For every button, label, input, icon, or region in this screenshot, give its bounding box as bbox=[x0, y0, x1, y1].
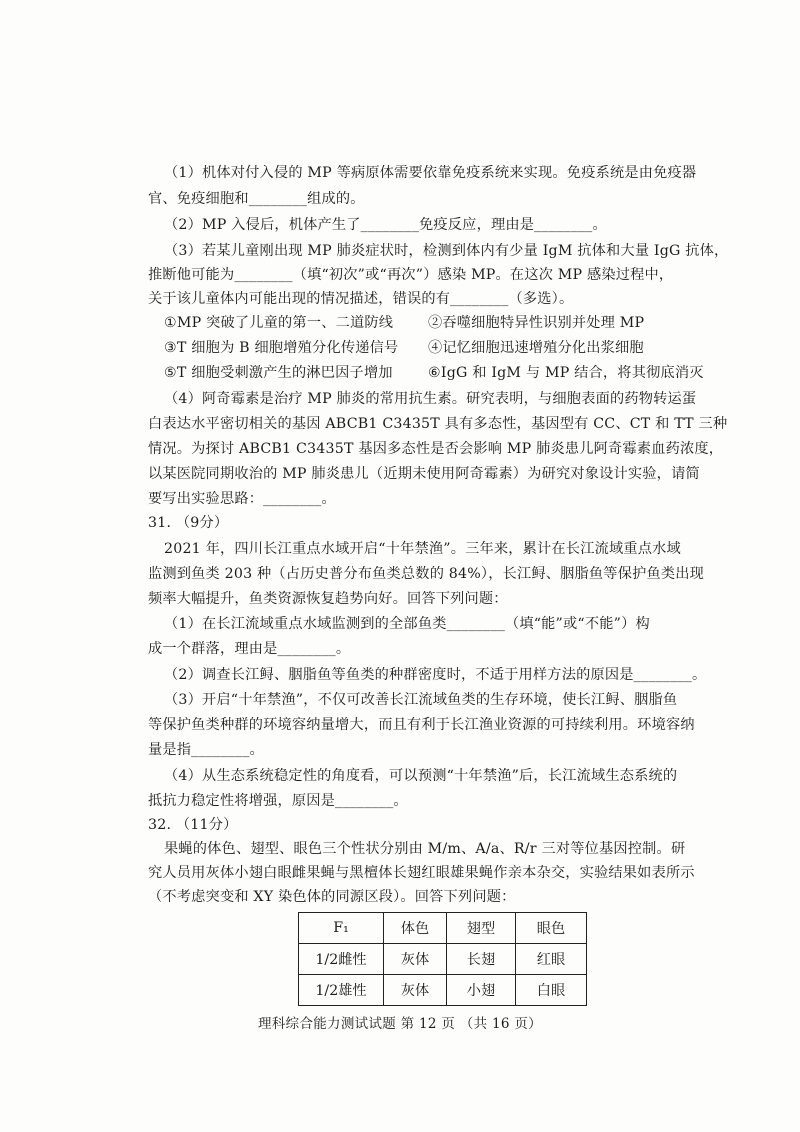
q30-part4-line2: 白表达水平密切相关的基因 ABCB1 C3435T 具有多态性，基因型有 CC、CT 和 TT 三种 bbox=[148, 416, 728, 432]
q31-intro-line3: 频率大幅提升，鱼类资源恢复趋势向好。回答下列问题： bbox=[148, 591, 508, 607]
q30-part4-line5: 要写出实验思路：________。 bbox=[148, 491, 336, 507]
table-header-cell: 眼色 bbox=[516, 913, 587, 944]
page-footer: 理科综合能力测试试题 第 12 页 （共 16 页） bbox=[258, 1016, 542, 1032]
table-cell: 长翅 bbox=[447, 944, 516, 975]
table-cell: 小翅 bbox=[447, 975, 516, 1006]
q31-part1-line2: 成一个群落，理由是________。 bbox=[148, 641, 351, 657]
q30-part4-line4: 以某医院同期收治的 MP 肺炎患儿（近期未使用阿奇霉素）为研究对象设计实验，请简 bbox=[148, 466, 700, 482]
q30-option-5: ⑤T 细胞受刺激产生的淋巴因子增加 bbox=[164, 365, 393, 381]
q31-part4-line1: （4）从生态系统稳定性的角度看，可以预测“十年禁渔”后，长江流域生态系统的 bbox=[164, 768, 678, 784]
q30-part3-line1: （3）若某儿童刚出现 MP 肺炎症状时，检测到体内有少量 IgM 抗体和大量 IgG 抗体， bbox=[164, 243, 729, 259]
q30-option-2: ②吞噬细胞特异性识别并处理 MP bbox=[428, 315, 645, 331]
table-header-cell: F₁ bbox=[299, 913, 384, 944]
q30-part4-line1: （4）阿奇霉素是治疗 MP 肺炎的常用抗生素。研究表明，与细胞表面的药物转运蛋 bbox=[164, 391, 697, 407]
q31-part3-line1: （3）开启“十年禁渔”，不仅可改善长江流域鱼类的生存环境，使长江鲟、胭脂鱼 bbox=[164, 692, 678, 708]
table-header-row bbox=[299, 913, 587, 944]
f1-results-table bbox=[298, 912, 587, 1006]
table-header-cell: 体色 bbox=[384, 913, 447, 944]
q30-option-3: ③T 细胞为 B 细胞增殖分化传递信号 bbox=[164, 340, 399, 356]
table-row bbox=[299, 975, 587, 1006]
table-cell: 白眼 bbox=[516, 975, 587, 1006]
q31-part4-line2: 抵抗力稳定性将增强，原因是________。 bbox=[148, 793, 408, 809]
q32-intro-line2: 究人员用灰体小翅白眼雌果蝇与黑檀体长翅红眼雄果蝇作亲本杂交，实验结果如表所示 bbox=[148, 865, 695, 881]
q31-heading: 31. （9分） bbox=[148, 515, 229, 531]
table-cell: 1/2雄性 bbox=[299, 975, 384, 1006]
q32-intro-line3: （不考虑突变和 XY 染色体的同源区段）。回答下列问题： bbox=[148, 889, 516, 905]
q31-part2: （2）调查长江鲟、胭脂鱼等鱼类的种群密度时，不适于用样方法的原因是________。 bbox=[164, 667, 707, 683]
q30-option-1: ①MP 突破了儿童的第一、二道防线 bbox=[164, 315, 394, 331]
q30-part3-line3: 关于该儿童体内可能出现的情况描述，错误的有________（多选）。 bbox=[148, 291, 574, 307]
q31-intro-line1: 2021 年，四川长江重点水域开启“十年禁渔”。三年来，累计在长江流域重点水域 bbox=[164, 541, 681, 557]
q31-intro-line2: 监测到鱼类 203 种（占历史普分布鱼类总数的 84%），长江鲟、胭脂鱼等保护鱼类出现 bbox=[148, 566, 705, 582]
q30-part4-line3: 情况。为探讨 ABCB1 C3435T 基因多态性是否会影响 MP 肺炎患儿阿奇霉素血药浓度， bbox=[148, 441, 724, 457]
q30-option-6: ⑥IgG 和 IgM 与 MP 结合，将其彻底消灭 bbox=[428, 365, 704, 381]
q30-part2: （2）MP 入侵后，机体产生了________免疫反应，理由是________。 bbox=[164, 217, 607, 233]
table-cell: 灰体 bbox=[384, 944, 447, 975]
q30-option-4: ④记忆细胞迅速增殖分化出浆细胞 bbox=[428, 340, 644, 356]
table-header-cell: 翅型 bbox=[447, 913, 516, 944]
q32-heading: 32. （11分） bbox=[148, 817, 238, 833]
q31-part3-line2: 等保护鱼类种群的环境容纳量增大，而且有利于长江渔业资源的可持续利用。环境容纳 bbox=[148, 717, 695, 733]
q30-part3-line2: 推断他可能为________（填“初次”或“再次”）感染 MP。在这次 MP 感染过程中， bbox=[148, 267, 674, 283]
q31-part3-line3: 量是指________。 bbox=[148, 742, 264, 758]
q31-part1-line1: （1）在长江流域重点水域监测到的全部鱼类________（填“能”或“不能”）构 bbox=[164, 616, 650, 632]
table-cell: 红眼 bbox=[516, 944, 587, 975]
q30-part1-line2: 官、免疫细胞和________组成的。 bbox=[148, 191, 365, 207]
q32-intro-line1: 果蝇的体色、翅型、眼色三个性状分别由 M/m、A/a、R/r 三对等位基因控制。研 bbox=[164, 841, 686, 857]
table-cell: 1/2雌性 bbox=[299, 944, 384, 975]
q30-part1-line1: （1）机体对付入侵的 MP 等病原体需要依靠免疫系统来实现。免疫系统是由免疫器 bbox=[164, 165, 697, 181]
table-row bbox=[299, 944, 587, 975]
table-cell: 灰体 bbox=[384, 975, 447, 1006]
